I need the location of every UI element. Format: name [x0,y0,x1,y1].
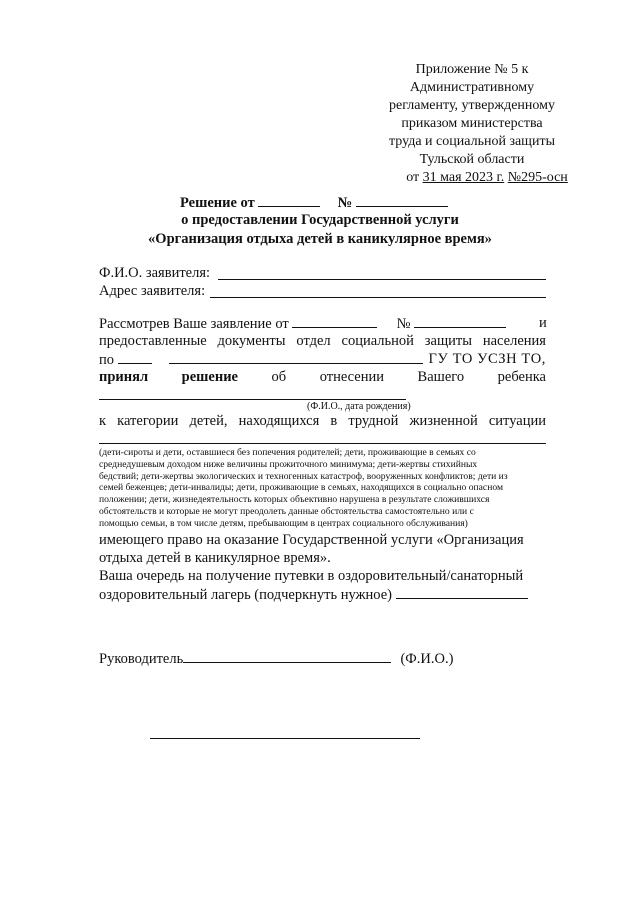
decision-number-sign: № [337,195,353,211]
applicant-address-label: Адрес заявителя: [99,283,206,299]
word: к [99,413,107,429]
appendix-date-prefix: от [406,170,420,185]
right-text-line-3: Ваша очередь на получение путевки в оздоровительный/санаторный [99,568,524,584]
category-line [99,443,546,444]
paragraph-line-1 [99,315,506,333]
child-fio-line [99,399,406,400]
appendix-date-line [352,169,592,187]
decision-subtitle: о предоставлении Государственной услуги [181,212,459,228]
appendix-number: №295-осн [507,170,568,185]
decision-service-name: «Организация отдыха детей в каникулярное время» [148,231,492,247]
appendix-line: регламенту, утвержденному [389,98,555,113]
appendix-line: труда и социальной защиты [389,134,555,149]
applicant-address-line [210,297,546,298]
word: отнесении [319,369,384,385]
appendix-line: Приложение № 5 к [415,62,529,77]
word: населения [482,333,546,349]
child-fio-caption: (Ф.И.О., дата рождения) [307,401,411,412]
note-line: среднедушевым доходом ниже величины прожиточного минимума; дети-жертвы стихийных [99,458,478,470]
note-line: бедствий; дети-жертвы экологических и техногенных катастроф, вооруженных конфликтов; дети из [99,470,508,482]
application-date-blank [292,315,377,328]
applicant-fio-line [218,279,546,280]
camp-choice-label: оздоровительный лагерь (подчеркнуть нужное) [99,587,393,603]
note-line: (дети-сироты и дети, оставшиеся без попечения родителей; дети, проживающие в семьях со [99,447,476,458]
word: в [330,413,338,429]
right-text-line-1: имеющего право на оказание Государственной услуги «Организация [99,532,524,548]
paragraph-line-3-start [99,351,423,369]
camp-choice-blank [396,586,528,599]
note-line: семей беженцев; дети-инвалиды; дети, проживающие в семьях, находящихся в социально опасном [99,482,504,494]
word-bold: решение [181,369,238,385]
bottom-separator-line [150,738,420,739]
decision-label: Решение от [180,195,255,211]
word: социальной [341,333,414,349]
right-text-line-4 [99,586,528,604]
right-text-line-2: отдыха детей в каникулярное время». [99,550,331,566]
word: отдел [296,333,331,349]
word: категории [117,413,179,429]
decision-heading [180,194,448,212]
agency-name: ГУ ТО УСЗН ТО, [428,351,546,367]
paragraph-line-1-end: и [539,315,547,331]
head-label: Руководитель [99,651,184,667]
word: жизненной [409,413,478,429]
decision-number-blank [356,194,448,207]
categories-note [99,447,552,530]
word: трудной [348,413,399,429]
paragraph-line-2 [99,333,546,350]
paragraph-line-4 [99,369,546,386]
appendix-block [352,61,592,187]
district-prefix: по [99,352,115,368]
word: документы [217,333,286,349]
application-number-sign: № [396,316,411,332]
application-from-label: Рассмотрев Ваше заявление от [99,316,289,332]
word: предоставленные [99,333,207,349]
note-line: положении; дети, жизнедеятельность которых объективно нарушена в результате сложившихся [99,494,490,506]
word: об [271,369,287,385]
appendix-line: приказом министерства [401,116,543,131]
signature-line [99,650,453,668]
head-fio-hint: (Ф.И.О.) [400,651,454,667]
applicant-fio-label: Ф.И.О. заявителя: [99,265,211,281]
word: Вашего [417,369,465,385]
district-blank-2 [169,351,423,364]
note-line: обстоятельств и которые не могут преодолеть данные обстоятельства самостоятельно или с [99,505,474,517]
application-number-blank [414,315,506,328]
decision-date-blank [258,194,320,207]
word: защиты [424,333,472,349]
word: ребенка [497,369,546,385]
district-blank-1 [118,351,152,364]
paragraph-line-5 [99,413,546,430]
appendix-line: Тульской области [419,152,525,167]
word: детей, [189,413,228,429]
word-bold: принял [99,369,149,385]
appendix-date: 31 мая 2023 г. [422,170,505,185]
word: находящихся [238,413,320,429]
note-line: помощью семьи, в том числе детям, пребывающим в центрах социального обслуживания) [99,517,468,529]
word: ситуации [488,413,546,429]
signature-blank [183,650,391,663]
appendix-line: Административному [409,80,535,95]
